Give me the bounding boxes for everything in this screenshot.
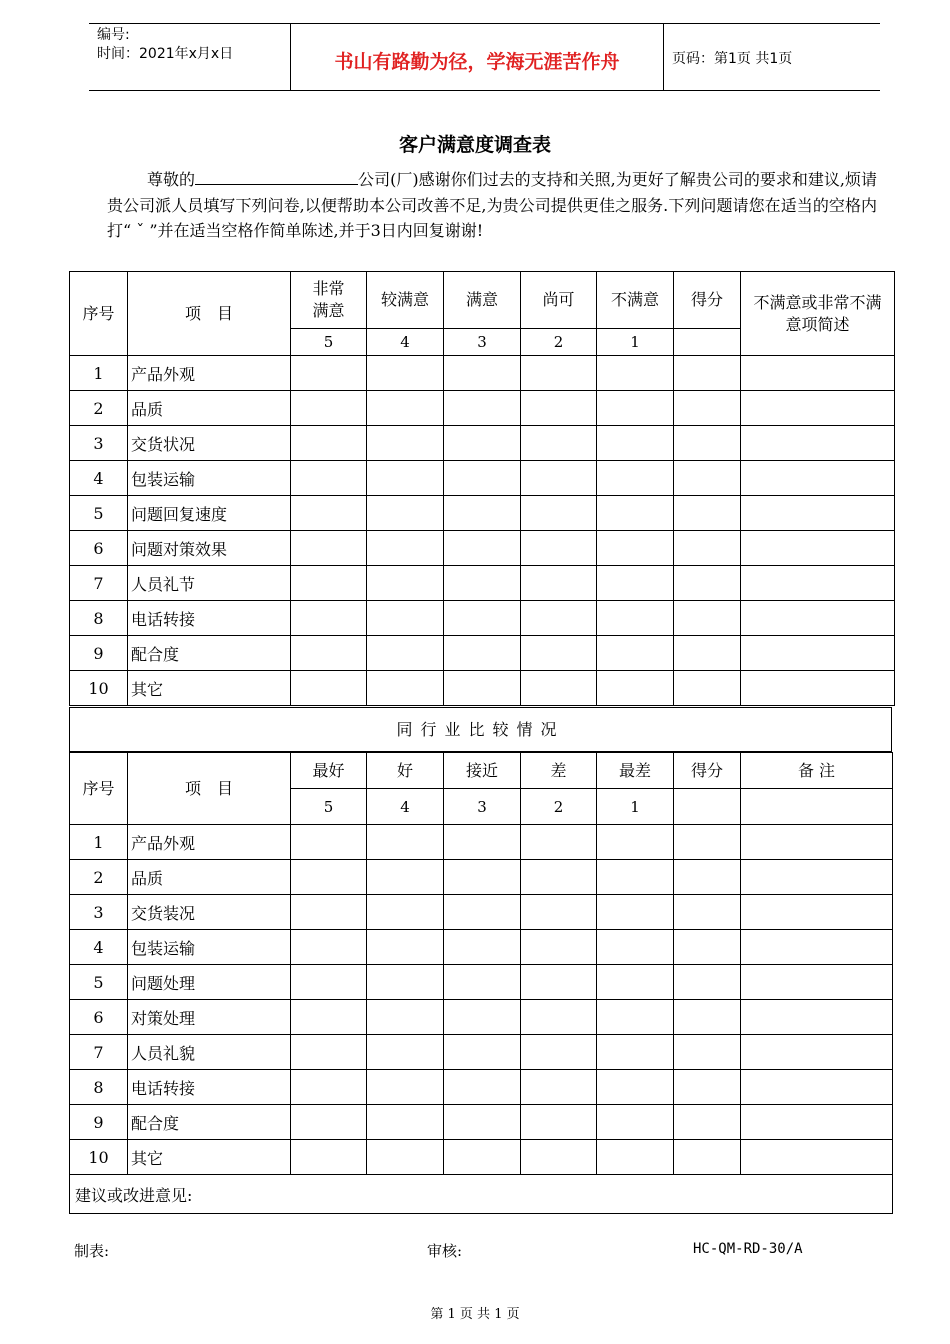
rating-cell[interactable] xyxy=(597,566,674,601)
table-row xyxy=(70,531,895,566)
table-row xyxy=(70,426,895,461)
rating-cell[interactable] xyxy=(597,1070,674,1105)
table-row xyxy=(70,1140,893,1175)
row-number: 8 xyxy=(70,601,128,636)
rating-cell[interactable] xyxy=(367,426,444,461)
intro-paragraph xyxy=(107,167,877,244)
rating-cell[interactable] xyxy=(367,860,444,895)
suggestion-row xyxy=(70,1175,893,1214)
row-item: 问题回复速度 xyxy=(128,496,291,531)
rating-cell[interactable] xyxy=(291,825,367,860)
header-bottom-rule xyxy=(89,90,880,91)
rating-cell[interactable] xyxy=(367,636,444,671)
rating-cell[interactable] xyxy=(521,391,597,426)
level-header: 较满意 xyxy=(367,272,444,329)
rating-cell[interactable] xyxy=(444,1140,521,1175)
item-header: 项 目 xyxy=(128,753,291,825)
score-cell[interactable] xyxy=(674,965,741,1000)
rating-cell[interactable] xyxy=(291,1000,367,1035)
rating-cell[interactable] xyxy=(367,356,444,391)
comparison-table xyxy=(69,752,893,1214)
level-score: 3 xyxy=(444,329,521,356)
rating-cell[interactable] xyxy=(367,1105,444,1140)
score-header: 得分 xyxy=(674,272,741,329)
level-score: 2 xyxy=(521,329,597,356)
row-number: 5 xyxy=(70,965,128,1000)
rating-cell[interactable] xyxy=(521,496,597,531)
rating-cell[interactable] xyxy=(291,965,367,1000)
suggestion-field[interactable] xyxy=(70,1175,893,1214)
level-header: 不满意 xyxy=(597,272,674,329)
rating-cell[interactable] xyxy=(367,930,444,965)
score-header: 得分 xyxy=(674,753,741,789)
comment-cell[interactable] xyxy=(741,636,895,671)
remark-cell[interactable] xyxy=(741,1105,893,1140)
rating-cell[interactable] xyxy=(444,860,521,895)
rating-cell[interactable] xyxy=(597,1140,674,1175)
row-number: 6 xyxy=(70,1000,128,1035)
score-cell[interactable] xyxy=(674,566,741,601)
table-row xyxy=(70,496,895,531)
row-item: 产品外观 xyxy=(128,356,291,391)
remark-cell[interactable] xyxy=(741,1000,893,1035)
rating-cell[interactable] xyxy=(521,895,597,930)
remark-scale-blank xyxy=(741,789,893,825)
row-item: 问题对策效果 xyxy=(128,531,291,566)
rating-cell[interactable] xyxy=(291,1105,367,1140)
row-item: 包装运输 xyxy=(128,930,291,965)
rating-cell[interactable] xyxy=(291,601,367,636)
level-score: 4 xyxy=(367,329,444,356)
rating-cell[interactable] xyxy=(444,636,521,671)
rating-cell[interactable] xyxy=(367,1000,444,1035)
row-number: 1 xyxy=(70,825,128,860)
row-number: 7 xyxy=(70,566,128,601)
rating-cell[interactable] xyxy=(597,671,674,706)
row-number: 10 xyxy=(70,671,128,706)
rating-cell[interactable] xyxy=(521,1140,597,1175)
rating-cell[interactable] xyxy=(597,1035,674,1070)
score-cell[interactable] xyxy=(674,636,741,671)
rating-cell[interactable] xyxy=(597,601,674,636)
comment-cell[interactable] xyxy=(741,391,895,426)
comparison-section-title: 同行业比较情况 xyxy=(69,707,892,752)
comment-header: 不满意或非常不满意项简述 xyxy=(741,272,895,356)
row-number: 9 xyxy=(70,636,128,671)
rating-cell[interactable] xyxy=(597,895,674,930)
rating-cell[interactable] xyxy=(367,825,444,860)
rating-cell[interactable] xyxy=(291,426,367,461)
row-number: 4 xyxy=(70,461,128,496)
rating-cell[interactable] xyxy=(291,636,367,671)
level-header: 最差 xyxy=(597,753,674,789)
rating-cell[interactable] xyxy=(367,671,444,706)
rating-cell[interactable] xyxy=(597,391,674,426)
row-item: 品质 xyxy=(128,391,291,426)
rating-cell[interactable] xyxy=(444,461,521,496)
satisfaction-rows xyxy=(70,356,895,706)
table-row xyxy=(70,1105,893,1140)
rating-cell[interactable] xyxy=(444,356,521,391)
score-cell[interactable] xyxy=(674,825,741,860)
rating-cell[interactable] xyxy=(291,1070,367,1105)
header-motto: 书山有路勤为径，学海无涯苦作舟 xyxy=(334,51,620,73)
rating-cell[interactable] xyxy=(521,636,597,671)
table-row xyxy=(70,1035,893,1070)
score-cell[interactable] xyxy=(674,496,741,531)
document-number-label: 编号: xyxy=(97,27,130,43)
header-top-rule xyxy=(89,23,880,24)
table-header-row xyxy=(70,272,895,329)
rating-cell[interactable] xyxy=(597,496,674,531)
rating-cell[interactable] xyxy=(521,965,597,1000)
row-item: 品质 xyxy=(128,860,291,895)
row-number: 1 xyxy=(70,356,128,391)
table-row xyxy=(70,860,893,895)
rating-cell[interactable] xyxy=(521,356,597,391)
score-cell[interactable] xyxy=(674,426,741,461)
form-code: HC-QM-RD-30/A xyxy=(693,1241,803,1257)
score-cell[interactable] xyxy=(674,1070,741,1105)
rating-cell[interactable] xyxy=(597,860,674,895)
rating-cell[interactable] xyxy=(521,1035,597,1070)
rating-cell[interactable] xyxy=(444,566,521,601)
rating-cell[interactable] xyxy=(444,671,521,706)
score-cell[interactable] xyxy=(674,671,741,706)
score-cell[interactable] xyxy=(674,1000,741,1035)
score-scale-blank xyxy=(674,329,741,356)
rating-cell[interactable] xyxy=(597,825,674,860)
comment-cell[interactable] xyxy=(741,496,895,531)
level-header: 满意 xyxy=(444,272,521,329)
rating-cell[interactable] xyxy=(521,426,597,461)
level-header: 差 xyxy=(521,753,597,789)
level-header: 最好 xyxy=(291,753,367,789)
satisfaction-table xyxy=(69,271,895,706)
score-cell[interactable] xyxy=(674,930,741,965)
rating-cell[interactable] xyxy=(367,496,444,531)
table-row xyxy=(70,1000,893,1035)
comment-cell[interactable] xyxy=(741,601,895,636)
row-number: 3 xyxy=(70,426,128,461)
level-score: 5 xyxy=(291,329,367,356)
reviewed-by-label: 审核: xyxy=(427,1242,463,1260)
rating-cell[interactable] xyxy=(444,1070,521,1105)
row-item: 包装运输 xyxy=(128,461,291,496)
row-item: 配合度 xyxy=(128,636,291,671)
row-item: 配合度 xyxy=(128,1105,291,1140)
rating-cell[interactable] xyxy=(367,1070,444,1105)
rating-cell[interactable] xyxy=(521,1000,597,1035)
level-score: 1 xyxy=(597,789,674,825)
row-item: 人员礼节 xyxy=(128,566,291,601)
rating-cell[interactable] xyxy=(597,426,674,461)
table-row xyxy=(70,825,893,860)
rating-cell[interactable] xyxy=(521,930,597,965)
table-row xyxy=(70,356,895,391)
remark-cell[interactable] xyxy=(741,825,893,860)
remark-cell[interactable] xyxy=(741,1035,893,1070)
rating-cell[interactable] xyxy=(444,426,521,461)
rating-cell[interactable] xyxy=(444,825,521,860)
table-row xyxy=(70,461,895,496)
level-header: 好 xyxy=(367,753,444,789)
rating-cell[interactable] xyxy=(367,895,444,930)
rating-cell[interactable] xyxy=(521,566,597,601)
page-number: 第 1 页 共 1 页 xyxy=(430,1307,520,1322)
rating-cell[interactable] xyxy=(444,965,521,1000)
remark-cell[interactable] xyxy=(741,895,893,930)
row-number: 7 xyxy=(70,1035,128,1070)
rating-cell[interactable] xyxy=(291,531,367,566)
score-scale-blank xyxy=(674,789,741,825)
rating-cell[interactable] xyxy=(597,930,674,965)
row-number: 10 xyxy=(70,1140,128,1175)
score-cell[interactable] xyxy=(674,356,741,391)
row-item: 人员礼貌 xyxy=(128,1035,291,1070)
score-cell[interactable] xyxy=(674,860,741,895)
row-number: 4 xyxy=(70,930,128,965)
rating-cell[interactable] xyxy=(521,601,597,636)
remark-cell[interactable] xyxy=(741,965,893,1000)
intro-salutation: 尊敬的 xyxy=(147,170,196,189)
score-cell[interactable] xyxy=(674,1140,741,1175)
rating-cell[interactable] xyxy=(291,566,367,601)
rating-cell[interactable] xyxy=(597,1000,674,1035)
row-number: 8 xyxy=(70,1070,128,1105)
rating-cell[interactable] xyxy=(291,356,367,391)
rating-cell[interactable] xyxy=(444,1105,521,1140)
rating-cell[interactable] xyxy=(367,531,444,566)
score-cell[interactable] xyxy=(674,601,741,636)
rating-cell[interactable] xyxy=(367,391,444,426)
row-item: 交货状况 xyxy=(128,426,291,461)
comment-cell[interactable] xyxy=(741,356,895,391)
rating-cell[interactable] xyxy=(291,671,367,706)
header-divider-right xyxy=(663,23,664,90)
rating-cell[interactable] xyxy=(444,531,521,566)
rating-cell[interactable] xyxy=(367,965,444,1000)
table-row xyxy=(70,930,893,965)
rating-cell[interactable] xyxy=(597,1105,674,1140)
seq-header: 序号 xyxy=(70,753,128,825)
remark-cell[interactable] xyxy=(741,860,893,895)
level-score: 5 xyxy=(291,789,367,825)
row-number: 6 xyxy=(70,531,128,566)
rating-cell[interactable] xyxy=(367,461,444,496)
rating-cell[interactable] xyxy=(597,356,674,391)
row-item: 其它 xyxy=(128,1140,291,1175)
rating-cell[interactable] xyxy=(597,531,674,566)
row-number: 5 xyxy=(70,496,128,531)
level-header: 接近 xyxy=(444,753,521,789)
document-time-label: 时间：2021年x月x日 xyxy=(97,46,234,62)
rating-cell[interactable] xyxy=(291,930,367,965)
rating-cell[interactable] xyxy=(444,1000,521,1035)
rating-cell[interactable] xyxy=(291,1140,367,1175)
table-row xyxy=(70,671,895,706)
table-row xyxy=(70,391,895,426)
level-score: 3 xyxy=(444,789,521,825)
rating-cell[interactable] xyxy=(444,1035,521,1070)
rating-cell[interactable] xyxy=(367,1035,444,1070)
rating-cell[interactable] xyxy=(291,1035,367,1070)
made-by-label: 制表: xyxy=(74,1242,110,1260)
row-item: 其它 xyxy=(128,671,291,706)
table-row xyxy=(70,601,895,636)
row-item: 电话转接 xyxy=(128,1070,291,1105)
page-title: 客户满意度调查表 xyxy=(398,134,551,156)
rating-cell[interactable] xyxy=(521,1105,597,1140)
level-score: 2 xyxy=(521,789,597,825)
table-row xyxy=(70,1070,893,1105)
rating-cell[interactable] xyxy=(367,566,444,601)
rating-cell[interactable] xyxy=(444,601,521,636)
rating-cell[interactable] xyxy=(444,496,521,531)
score-cell[interactable] xyxy=(674,391,741,426)
rating-cell[interactable] xyxy=(291,391,367,426)
item-header: 项 目 xyxy=(128,272,291,356)
rating-cell[interactable] xyxy=(291,496,367,531)
row-item: 问题处理 xyxy=(128,965,291,1000)
rating-cell[interactable] xyxy=(521,461,597,496)
rating-cell[interactable] xyxy=(291,461,367,496)
row-item: 电话转接 xyxy=(128,601,291,636)
score-cell[interactable] xyxy=(674,1105,741,1140)
level-header: 非常满意 xyxy=(291,272,367,329)
table-row xyxy=(70,965,893,1000)
rating-cell[interactable] xyxy=(521,531,597,566)
rating-cell[interactable] xyxy=(597,461,674,496)
seq-header: 序号 xyxy=(70,272,128,356)
remark-cell[interactable] xyxy=(741,1140,893,1175)
rating-cell[interactable] xyxy=(521,1070,597,1105)
rating-cell[interactable] xyxy=(444,391,521,426)
comment-cell[interactable] xyxy=(741,566,895,601)
rating-cell[interactable] xyxy=(367,601,444,636)
table-row xyxy=(70,895,893,930)
remark-cell[interactable] xyxy=(741,930,893,965)
rating-cell[interactable] xyxy=(521,825,597,860)
comment-cell[interactable] xyxy=(741,671,895,706)
rating-cell[interactable] xyxy=(444,895,521,930)
rating-cell[interactable] xyxy=(291,860,367,895)
header-page-label: 页码：第1页 共1页 xyxy=(672,51,793,67)
score-cell[interactable] xyxy=(674,1035,741,1070)
company-name-blank[interactable] xyxy=(195,170,358,185)
rating-cell[interactable] xyxy=(597,965,674,1000)
remark-header: 备 注 xyxy=(741,753,893,789)
rating-cell[interactable] xyxy=(597,636,674,671)
score-cell[interactable] xyxy=(674,461,741,496)
comment-cell[interactable] xyxy=(741,461,895,496)
table-row xyxy=(70,636,895,671)
rating-cell[interactable] xyxy=(444,930,521,965)
remark-cell[interactable] xyxy=(741,1070,893,1105)
comment-cell[interactable] xyxy=(741,426,895,461)
level-score: 1 xyxy=(597,329,674,356)
row-item: 对策处理 xyxy=(128,1000,291,1035)
suggestion-label: 建议或改进意见: xyxy=(75,1185,193,1205)
table-row xyxy=(70,566,895,601)
row-number: 2 xyxy=(70,860,128,895)
row-item: 产品外观 xyxy=(128,825,291,860)
row-number: 2 xyxy=(70,391,128,426)
level-score: 4 xyxy=(367,789,444,825)
comparison-rows xyxy=(70,825,893,1214)
rating-cell[interactable] xyxy=(291,895,367,930)
table-header-row xyxy=(70,753,893,789)
level-header: 尚可 xyxy=(521,272,597,329)
rating-cell[interactable] xyxy=(521,860,597,895)
rating-cell[interactable] xyxy=(367,1140,444,1175)
row-number: 3 xyxy=(70,895,128,930)
comment-cell[interactable] xyxy=(741,531,895,566)
row-item: 交货装况 xyxy=(128,895,291,930)
score-cell[interactable] xyxy=(674,531,741,566)
rating-cell[interactable] xyxy=(521,671,597,706)
header-meta xyxy=(97,26,233,64)
intro-text: 公司(厂)感谢你们过去的支持和关照,为更好了解贵公司的要求和建议,烦请贵公司派人员填写下列问卷,以便帮助本公司改善不足,为贵公司提供更佳之服务.下列问题请您在适当的空格内打“ ˇ ”并在适当空格作简单陈述,并于3日内回复谢谢! xyxy=(107,170,877,240)
row-number: 9 xyxy=(70,1105,128,1140)
score-cell[interactable] xyxy=(674,895,741,930)
